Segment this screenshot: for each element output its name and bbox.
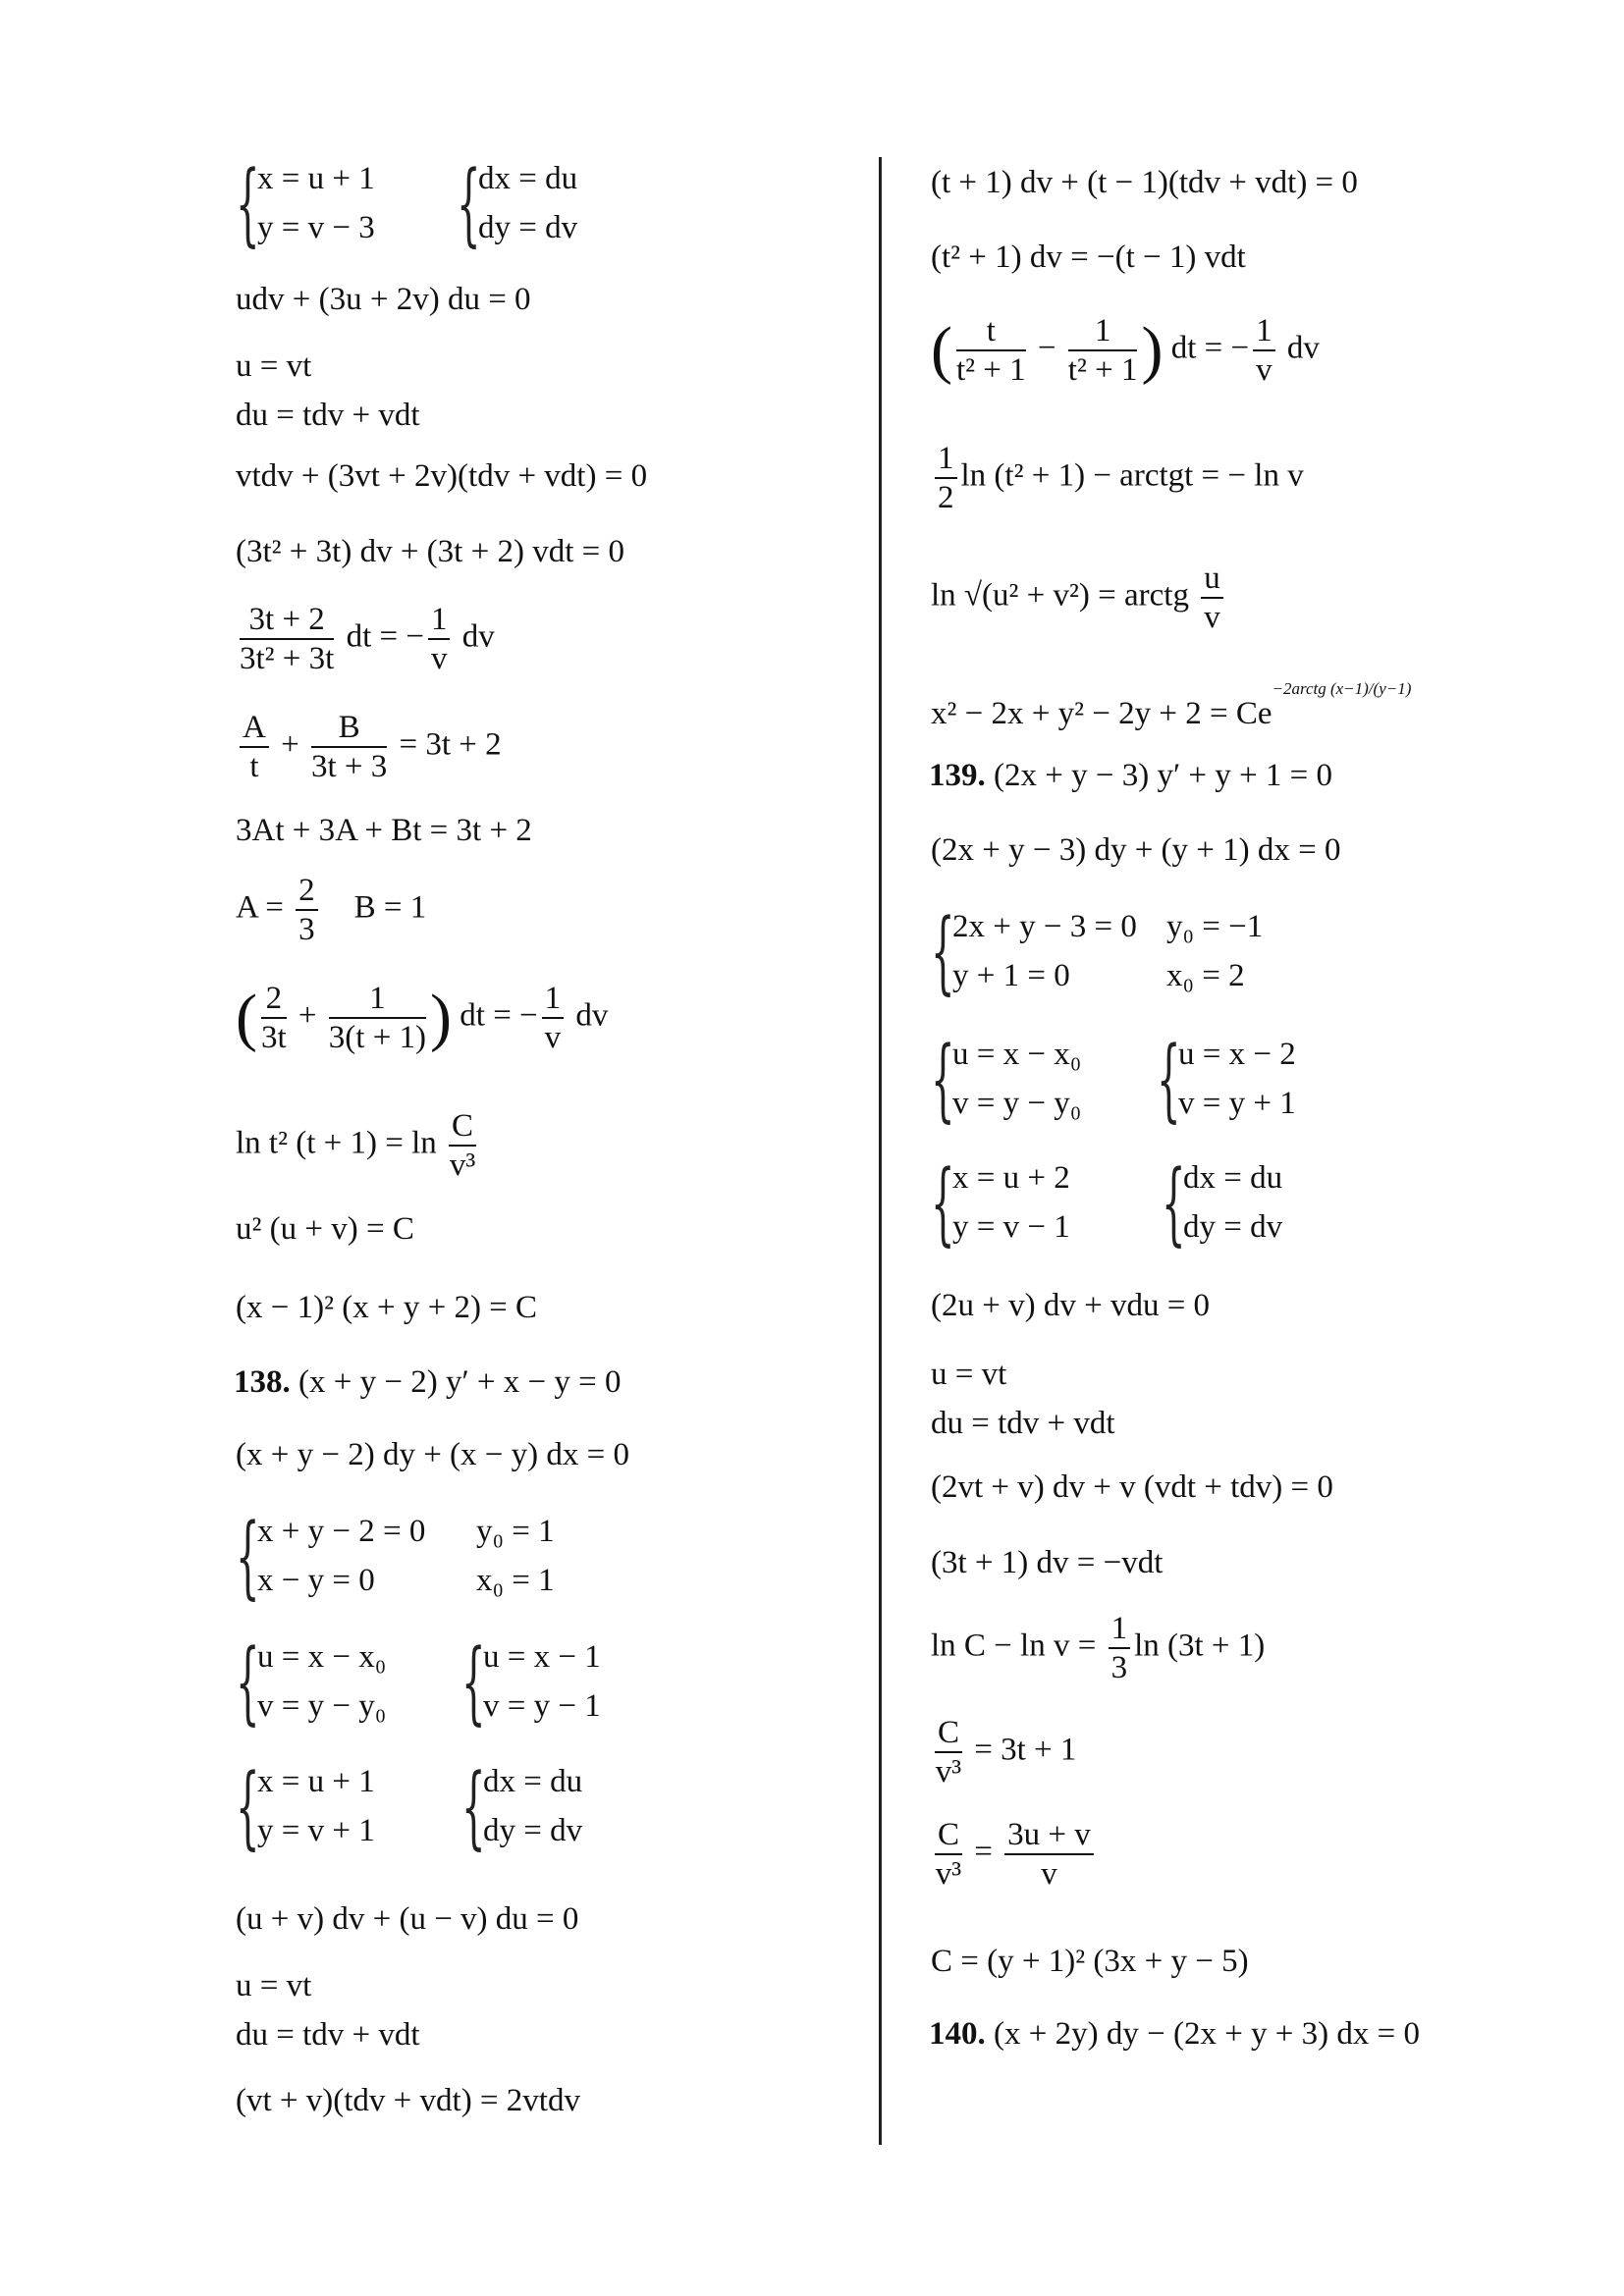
equation-text: = 3t + 1 xyxy=(966,1732,1077,1768)
equation-line: (vt + v)(tdv + vdt) = 2vtdv xyxy=(236,2083,580,2118)
equation-line: (2vt + v) dv + v (vdt + tdv) = 0 xyxy=(931,1469,1333,1505)
numerator: 2 xyxy=(296,872,318,911)
equation-line: udv + (3u + 2v) du = 0 xyxy=(236,282,531,317)
equation-text: = 3t + 2 xyxy=(391,726,502,763)
denominator: v³ xyxy=(449,1148,476,1183)
numerator: 1 xyxy=(329,980,426,1019)
fraction-equation xyxy=(931,312,1320,389)
denominator: 3t + 3 xyxy=(310,749,388,784)
equation-text: dt = − xyxy=(452,997,538,1034)
brace-icon: { xyxy=(236,151,260,256)
system-line: x + y − 2 = 0 xyxy=(257,1514,426,1549)
numerator: 3u + v xyxy=(1004,1816,1094,1855)
equation-text: (x + 2y) dy − (2x + y + 3) dx = 0 xyxy=(985,2016,1421,2052)
fraction xyxy=(1201,560,1223,636)
fraction xyxy=(449,1107,476,1184)
brace-icon: { xyxy=(236,1754,260,1859)
numerator: 1 xyxy=(1068,312,1138,351)
system-line: dx = du xyxy=(478,161,578,196)
fraction xyxy=(240,709,269,785)
numerator: 1 xyxy=(1109,1610,1131,1649)
equation-text: dv xyxy=(568,997,609,1034)
fraction-equation xyxy=(236,709,502,785)
equation-text: dt = − xyxy=(1163,330,1250,366)
paren-icon: ( xyxy=(931,314,952,386)
fraction-equation xyxy=(931,560,1227,636)
equation-line: (t² + 1) dv = −(t − 1) vdt xyxy=(931,240,1246,275)
denominator: 3(t + 1) xyxy=(328,1020,427,1055)
brace-icon: { xyxy=(931,1027,955,1132)
system-line: dx = du xyxy=(483,1764,583,1799)
brace-icon: { xyxy=(931,1150,955,1255)
fraction-equation xyxy=(236,1107,480,1184)
brace-icon: { xyxy=(461,1754,486,1859)
system-line: u = x − 1 xyxy=(483,1639,601,1675)
fraction xyxy=(1109,1610,1131,1686)
equation-line: 3At + 3A + Bt = 3t + 2 xyxy=(236,813,532,848)
equation-text: x² − 2x + y² − 2y + 2 = Ce xyxy=(931,696,1272,731)
system-line: dy = dv xyxy=(478,210,578,245)
fraction-equation xyxy=(236,601,495,677)
system-line: u = x − 2 xyxy=(1178,1037,1296,1072)
denominator: v xyxy=(544,1020,562,1055)
numerator: 3t + 2 xyxy=(240,601,334,640)
equation-line: (x + y − 2) dy + (x − y) dx = 0 xyxy=(236,1437,630,1472)
fraction xyxy=(1253,312,1275,389)
equation-line: (2x + y − 3) dy + (y + 1) dx = 0 xyxy=(931,832,1341,868)
denominator: v³ xyxy=(935,1856,962,1892)
equation-text: dv xyxy=(1278,330,1320,366)
equation-line: (u + v) dv + (u − v) du = 0 xyxy=(236,1901,579,1937)
equation-text: dv xyxy=(454,618,495,655)
denominator: t² + 1 xyxy=(955,352,1026,388)
system-line: dy = dv xyxy=(1183,1209,1283,1245)
denominator: t xyxy=(249,749,259,784)
equation-text: ln (t² + 1) − arctgt = − ln v xyxy=(960,457,1304,494)
system-line: y = v − 1 xyxy=(952,1209,1070,1245)
equation-text: ln t² (t + 1) = ln xyxy=(236,1125,446,1161)
denominator: 3 xyxy=(1110,1650,1128,1685)
fraction xyxy=(261,980,287,1056)
denominator: v xyxy=(1256,352,1272,388)
denominator: 3t² + 3t xyxy=(240,641,335,676)
system-line: v = y − y₀ xyxy=(257,1688,387,1724)
numerator: C xyxy=(935,1816,962,1855)
problem-number: 139. xyxy=(929,758,986,793)
exponential-equation xyxy=(931,679,1412,733)
system-line: y₀ = 1 xyxy=(476,1514,555,1549)
denominator: v xyxy=(1204,600,1220,635)
fraction xyxy=(1068,312,1138,389)
equation-text: dt = − xyxy=(338,618,424,655)
numerator: 1 xyxy=(428,601,451,640)
paren-icon: ) xyxy=(1141,314,1164,386)
equation-line: u = vt xyxy=(236,348,312,384)
problem-heading xyxy=(929,2014,1420,2054)
fraction xyxy=(428,601,451,677)
system-line: y₀ = −1 xyxy=(1166,909,1264,944)
fraction xyxy=(296,872,318,948)
problem-heading xyxy=(929,756,1332,795)
exponent: −2arctg (x−1)/(y−1) xyxy=(1272,679,1412,698)
equation-line: vtdv + (3vt + 2v)(tdv + vdt) = 0 xyxy=(236,458,648,494)
equation-line: (3t + 1) dv = −vdt xyxy=(931,1545,1164,1580)
fraction-equation xyxy=(931,440,1304,516)
equation-line: u = vt xyxy=(236,1968,312,2003)
equation-text: A = xyxy=(236,889,293,926)
equation-text: ln (3t + 1) xyxy=(1134,1628,1266,1664)
system-line: u = x − x₀ xyxy=(257,1639,387,1675)
equation-line: du = tdv + vdt xyxy=(931,1406,1115,1441)
equation-line: u² (u + v) = C xyxy=(236,1211,414,1247)
problem-heading xyxy=(234,1362,622,1402)
system-line: x₀ = 1 xyxy=(476,1563,555,1598)
denominator: 2 xyxy=(938,480,954,515)
numerator: B xyxy=(311,709,387,748)
equation-line: (3t² + 3t) dv + (3t + 2) vdt = 0 xyxy=(236,534,624,569)
denominator: t² + 1 xyxy=(1067,352,1138,388)
system-line: v = y − y₀ xyxy=(952,1086,1082,1121)
denominator: 3t xyxy=(260,1020,287,1055)
system-line: v = y + 1 xyxy=(1178,1086,1296,1121)
equation-text: B = 1 xyxy=(321,889,427,926)
system-line: dx = du xyxy=(1183,1160,1283,1196)
problem-number: 140. xyxy=(929,2016,986,2052)
brace-icon: { xyxy=(1162,1150,1186,1255)
equation-text: + xyxy=(272,726,307,763)
paren-icon: ( xyxy=(236,982,257,1053)
fraction-equation xyxy=(931,1714,1076,1790)
equation-line: C = (y + 1)² (3x + y − 5) xyxy=(931,1944,1249,1979)
numerator: t xyxy=(956,312,1026,351)
brace-icon: { xyxy=(236,1629,260,1735)
fraction xyxy=(935,440,957,516)
brace-icon: { xyxy=(931,899,955,1004)
equation-text: − xyxy=(1029,330,1064,366)
fraction-equation xyxy=(931,1816,1098,1893)
fraction xyxy=(329,980,426,1056)
brace-icon: { xyxy=(1157,1027,1181,1132)
system-line: y + 1 = 0 xyxy=(952,958,1070,993)
equation-text: (x + y − 2) y′ + x − y = 0 xyxy=(290,1364,622,1400)
fraction-equation xyxy=(236,872,426,948)
denominator: v xyxy=(430,641,448,676)
numerator: u xyxy=(1201,560,1223,599)
system-line: y = v + 1 xyxy=(257,1813,375,1848)
numerator: C xyxy=(935,1714,962,1753)
fraction xyxy=(935,1816,962,1893)
numerator: A xyxy=(240,709,269,748)
equation-line: (2u + v) dv + vdu = 0 xyxy=(931,1288,1211,1323)
column-divider xyxy=(879,157,882,2145)
system-line: dy = dv xyxy=(483,1813,583,1848)
system-line: v = y − 1 xyxy=(483,1688,601,1724)
denominator: v xyxy=(1041,1856,1057,1892)
equation-text: = xyxy=(966,1834,1001,1870)
fraction-equation xyxy=(236,980,608,1056)
numerator: 1 xyxy=(935,440,957,479)
fraction-equation xyxy=(931,1610,1265,1686)
fraction xyxy=(542,980,565,1056)
equation-text: ln C − ln v = xyxy=(931,1628,1105,1664)
brace-icon: { xyxy=(457,151,481,256)
numerator: 1 xyxy=(1253,312,1275,351)
numerator: C xyxy=(449,1107,476,1147)
equation-text: + xyxy=(290,997,325,1034)
fraction xyxy=(1004,1816,1094,1893)
system-line: x = u + 1 xyxy=(257,161,375,196)
problem-number: 138. xyxy=(234,1364,291,1400)
equation-line: du = tdv + vdt xyxy=(236,398,420,433)
brace-icon: { xyxy=(461,1629,486,1735)
denominator: v³ xyxy=(935,1754,962,1789)
equation-text: ln √(u² + v²) = arctg xyxy=(931,577,1198,614)
system-line: u = x − x₀ xyxy=(952,1037,1082,1072)
numerator: 1 xyxy=(542,980,565,1019)
equation-text: (2x + y − 3) y′ + y + 1 = 0 xyxy=(985,758,1333,793)
system-line: 2x + y − 3 = 0 xyxy=(952,909,1137,944)
brace-icon: { xyxy=(236,1504,260,1609)
system-line: x = u + 2 xyxy=(952,1160,1070,1196)
system-line: x = u + 1 xyxy=(257,1764,375,1799)
equation-line: (t + 1) dv + (t − 1)(tdv + vdt) = 0 xyxy=(931,165,1358,200)
fraction xyxy=(240,601,334,677)
system-line: x − y = 0 xyxy=(257,1563,375,1598)
fraction xyxy=(311,709,387,785)
fraction xyxy=(935,1714,962,1790)
equation-line: u = vt xyxy=(931,1357,1007,1392)
denominator: 3 xyxy=(298,912,315,947)
numerator: 2 xyxy=(261,980,287,1019)
equation-line: du = tdv + vdt xyxy=(236,2017,420,2053)
system-line: y = v − 3 xyxy=(257,210,375,245)
system-line: x₀ = 2 xyxy=(1166,958,1245,993)
fraction xyxy=(956,312,1026,389)
paren-icon: ) xyxy=(430,982,453,1053)
equation-line: (x − 1)² (x + y + 2) = C xyxy=(236,1290,538,1325)
